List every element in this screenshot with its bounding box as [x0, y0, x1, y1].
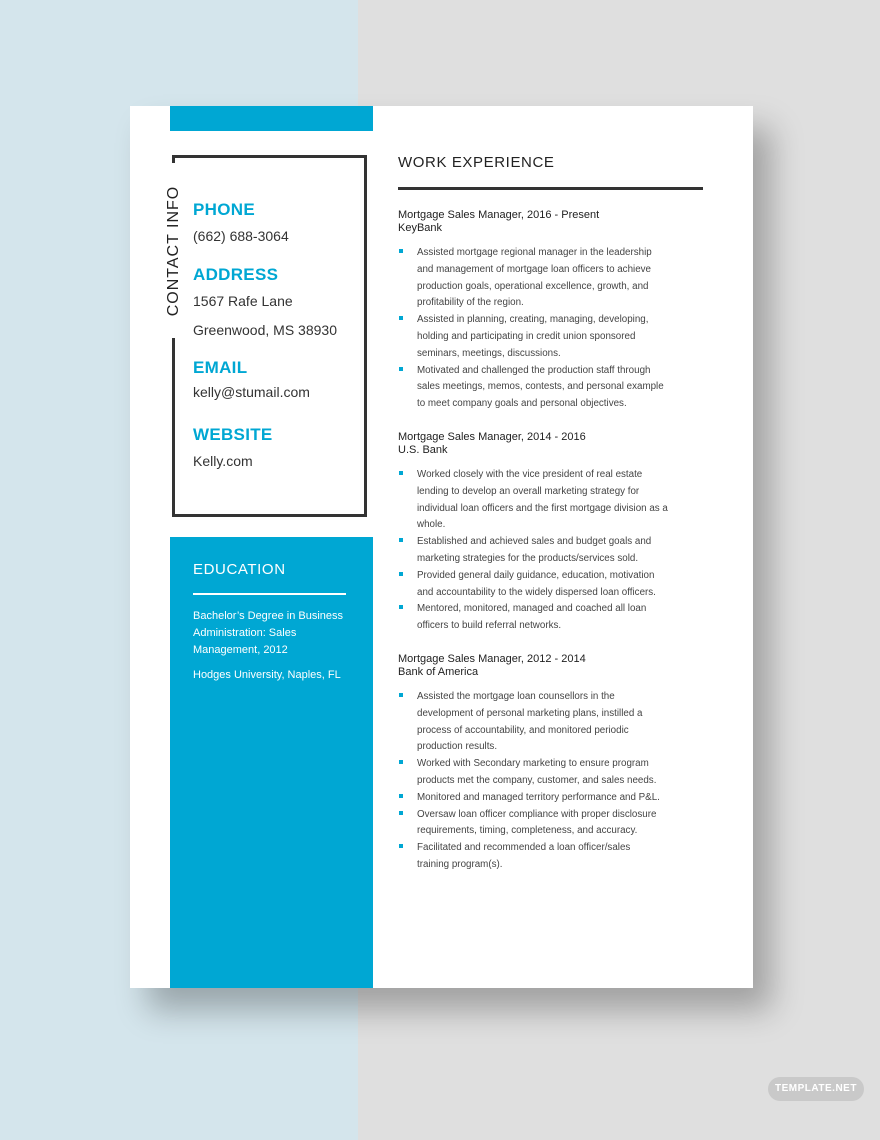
- bullet-line: Facilitated and recommended a loan officer/sales: [417, 842, 631, 854]
- bullet-item: [398, 467, 703, 534]
- job-company: U.S. Bank: [398, 444, 448, 456]
- bullet-line: Assisted in planning, creating, managing, developing,: [417, 314, 649, 326]
- bullet-line: Worked with Secondary marketing to ensure program: [417, 758, 649, 770]
- bullet-item: [398, 568, 703, 602]
- education-school: Hodges University, Naples, FL: [193, 669, 341, 681]
- bullet-item: [398, 689, 703, 756]
- bullet-line: Monitored and managed territory performance and P&L.: [417, 791, 660, 803]
- degree-line: Administration: Sales: [193, 627, 297, 639]
- bullet-line: production goals, operational excellence, growth, and: [417, 280, 649, 292]
- job-company: Bank of America: [398, 666, 479, 678]
- bullet-square-icon: [399, 471, 403, 475]
- phone-value: (662) 688-3064: [193, 228, 289, 244]
- job-title: Mortgage Sales Manager, 2016 - Present: [398, 209, 600, 221]
- frame-left-edge-bottom: [172, 338, 175, 517]
- bullet-item: [398, 601, 703, 635]
- template-net-watermark: TEMPLATE.NET: [768, 1077, 864, 1101]
- bullet-square-icon: [399, 844, 403, 848]
- bullet-square-icon: [399, 538, 403, 542]
- education-degree: [193, 608, 363, 659]
- job-bullets: [398, 245, 703, 413]
- website-value: Kelly.com: [193, 453, 253, 469]
- bullet-line: Mentored, monitored, managed and coached all loan: [417, 603, 647, 615]
- bullet-item: [398, 363, 703, 413]
- education-title: EDUCATION: [193, 561, 286, 578]
- bullet-square-icon: [399, 760, 403, 764]
- bullet-square-icon: [399, 367, 403, 371]
- left-column: [165, 106, 373, 988]
- bullet-line: sales meetings, memos, contests, and personal example: [417, 381, 664, 393]
- bullet-line: seminars, meetings, discussions.: [417, 347, 561, 359]
- resume-page: [130, 106, 753, 988]
- bullet-item: [398, 790, 703, 807]
- website-label: WEBSITE: [193, 425, 273, 444]
- job-title: Mortgage Sales Manager, 2014 - 2016: [398, 431, 586, 443]
- address-line2: Greenwood, MS 38930: [193, 322, 337, 338]
- phone-label: PHONE: [193, 200, 255, 219]
- bullet-item: [398, 807, 703, 841]
- bullet-item: [398, 534, 703, 568]
- bullet-line: Established and achieved sales and budget goals and: [417, 536, 652, 548]
- bullet-item: [398, 756, 703, 790]
- accent-top-bar: [170, 106, 373, 131]
- frame-left-edge-top: [172, 155, 175, 163]
- bullet-line: to meet company goals and personal objectives.: [417, 398, 627, 410]
- bullet-square-icon: [399, 316, 403, 320]
- work-experience-title: WORK EXPERIENCE: [398, 154, 555, 171]
- bullet-square-icon: [399, 693, 403, 697]
- bullet-item: [398, 840, 703, 874]
- bullet-line: products met the company, customer, and sales needs.: [417, 774, 657, 786]
- bullet-square-icon: [399, 249, 403, 253]
- degree-line: Management, 2012: [193, 644, 288, 656]
- bullet-line: Provided general daily guidance, education, motivation: [417, 569, 655, 581]
- bullet-line: production results.: [417, 741, 498, 753]
- work-experience-divider: [398, 187, 703, 190]
- education-panel: [170, 537, 373, 988]
- address-label: ADDRESS: [193, 265, 279, 284]
- bullet-line: Assisted mortgage regional manager in the leadership: [417, 247, 652, 258]
- bullet-square-icon: [399, 811, 403, 815]
- bullet-line: requirements, timing, completeness, and accuracy.: [417, 825, 638, 837]
- bullet-item: [398, 245, 703, 312]
- bullet-line: Worked closely with the vice president of real estate: [417, 469, 643, 480]
- bullet-line: training program(s).: [417, 858, 503, 870]
- job-title: Mortgage Sales Manager, 2012 - 2014: [398, 653, 586, 665]
- bullet-line: lending to develop an overall marketing strategy for: [417, 485, 640, 497]
- bullet-square-icon: [399, 572, 403, 576]
- bullet-line: profitability of the region.: [417, 297, 524, 309]
- degree-line: Bachelor’s Degree in Business: [193, 610, 344, 622]
- bullet-square-icon: [399, 605, 403, 609]
- bullet-line: individual loan officers and the first mortgage division as a: [417, 502, 668, 514]
- bullet-line: development of personal marketing plans, instilled a: [417, 707, 643, 719]
- address-line1: 1567 Rafe Lane: [193, 293, 293, 309]
- bullet-line: Oversaw loan officer compliance with proper disclosure: [417, 808, 657, 820]
- job-entry: [398, 431, 703, 635]
- bullet-square-icon: [399, 794, 403, 798]
- bullet-line: and management of mortgage loan officers to achieve: [417, 263, 652, 275]
- bullet-item: [398, 312, 703, 362]
- bullet-line: Motivated and challenged the production staff through: [417, 364, 651, 376]
- bullet-line: whole.: [417, 519, 446, 531]
- job-entry: [398, 209, 703, 413]
- job-bullets: [398, 467, 703, 635]
- bullet-line: process of accountability, and monitored periodic: [417, 724, 629, 736]
- email-value: kelly@stumail.com: [193, 384, 310, 400]
- job-company: KeyBank: [398, 222, 443, 234]
- bullet-line: holding and participating in credit union sponsored: [417, 330, 636, 342]
- education-divider: [193, 593, 346, 595]
- job-entry: [398, 653, 703, 874]
- job-bullets: [398, 689, 703, 874]
- bullet-line: officers to build referral networks.: [417, 620, 562, 632]
- bullet-line: Assisted the mortgage loan counsellors in the: [417, 691, 615, 702]
- email-label: EMAIL: [193, 358, 248, 377]
- bullet-line: marketing strategies for the products/services sold.: [417, 552, 639, 564]
- bullet-line: and accountability to the widely dispersed loan officers.: [417, 586, 656, 598]
- contact-info-title: CONTACT INFO: [165, 185, 182, 317]
